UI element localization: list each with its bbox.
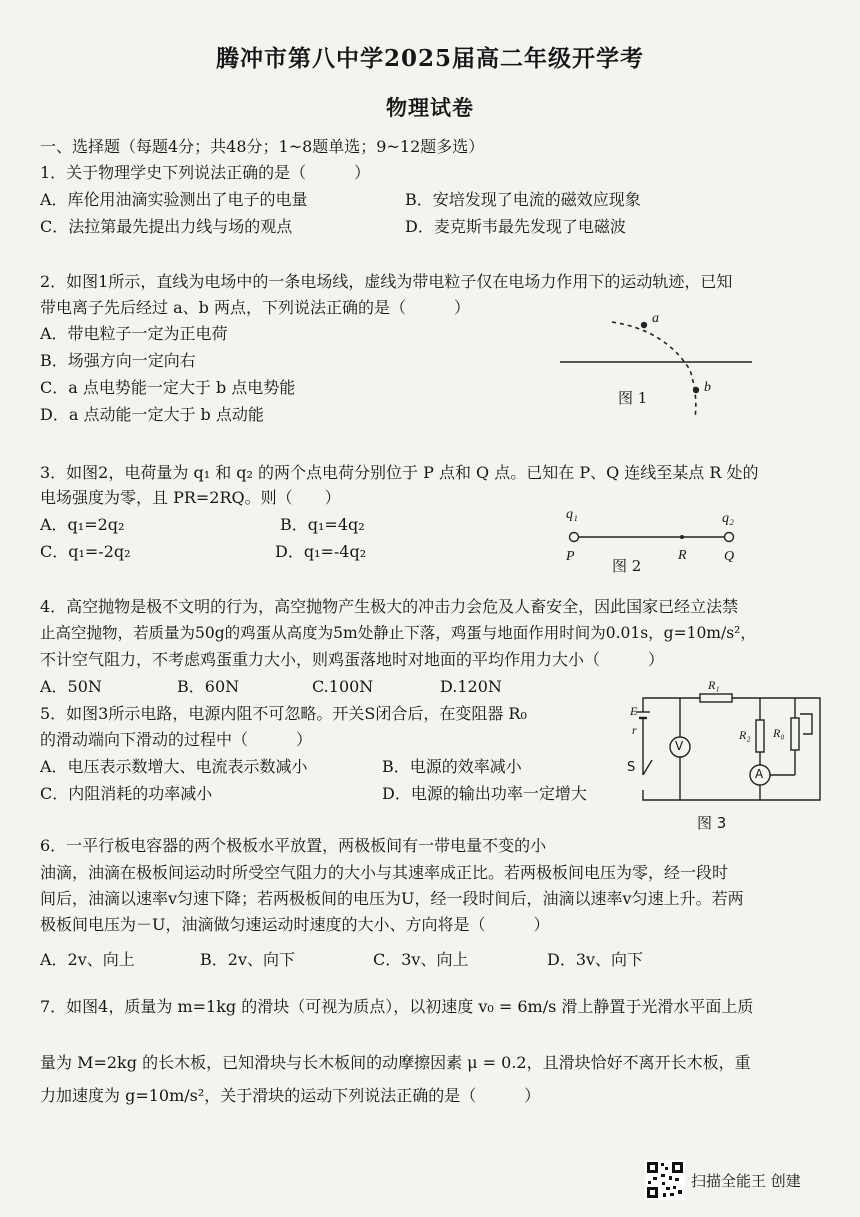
fig3-label-r0: R₀: [773, 726, 785, 740]
exam-title: 腾冲市第八中学2025届高二年级开学考: [215, 45, 644, 72]
fig3-ammeter-label: A: [755, 767, 764, 781]
section-heading: 一、选择题（每题4分；共48分；1~8题单选；9~12题多选）: [40, 137, 485, 156]
q4-option-d: D.120N: [440, 677, 502, 696]
q3-stem-1: 3．如图2，电荷量为 q₁ 和 q₂ 的两个点电荷分别位于 P 点和 Q 点。已知在 P、Q 连线至某点 R 处的: [40, 463, 759, 482]
q1-option-d: D．麦克斯韦最先发现了电磁波: [405, 217, 626, 236]
exam-subtitle: 物理试卷: [386, 95, 474, 120]
fig3-label-r: r: [632, 723, 637, 737]
fig3-voltmeter-label: V: [675, 739, 684, 753]
scanner-watermark: 扫描全能王 创建: [691, 1172, 801, 1190]
q6-option-c: C．3v、向上: [373, 950, 469, 969]
fig1-point-a: a: [652, 311, 659, 326]
fig2-q1-label: q₁: [566, 507, 578, 522]
fig2-q2-label: q₂: [722, 511, 734, 526]
fig2-point-r: R: [678, 548, 687, 563]
q4-option-b: B．60N: [177, 677, 240, 696]
q1-option-a: A．库伦用油滴实验测出了电子的电量: [40, 190, 308, 209]
q7-stem-1: 7．如图4，质量为 m=1kg 的滑块（可视为质点），以初速度 v₀ = 6m/s 滑上静置于光滑水平面上质: [40, 997, 754, 1016]
fig2-point-q: Q: [724, 549, 735, 564]
fig2-point-p: P: [566, 549, 575, 564]
fig3-label-r1: R₁: [708, 678, 720, 692]
q2-stem-1: 2．如图1所示，直线为电场中的一条电场线，虚线为带电粒子仅在电场力作用下的运动轨迹，已知: [40, 272, 733, 291]
q3-option-b: B．q₁=4q₂: [280, 515, 365, 534]
q2-option-d: D．a 点动能一定大于 b 点动能: [40, 405, 264, 424]
q3-option-c: C．q₁=-2q₂: [40, 542, 131, 561]
q4-option-a: A．50N: [40, 677, 102, 696]
q5-option-b: B．电源的效率减小: [382, 757, 522, 776]
q2-option-b: B．场强方向一定向右: [40, 351, 196, 370]
q7-stem-3: 力加速度为 g=10m/s²，关于滑块的运动下列说法正确的是（ ）: [40, 1086, 541, 1105]
q4-option-c: C.100N: [312, 677, 374, 696]
fig1-caption: 图 1: [618, 389, 648, 407]
fig3-caption: 图 3: [697, 814, 727, 832]
q2-stem-2: 带电离子先后经过 a、b 两点，下列说法正确的是（ ）: [40, 298, 470, 317]
fig2-caption: 图 2: [612, 557, 642, 575]
q7-stem-2: 量为 M=2kg 的长木板，已知滑块与长木板间的动摩擦因素 μ = 0.2，且滑块恰好不离开长木板，重: [40, 1053, 751, 1072]
q6-stem-1: 6．一平行板电容器的两个极板水平放置，两极板间有一带电量不变的小: [40, 836, 547, 855]
q5-option-c: C．内阻消耗的功率减小: [40, 784, 213, 803]
q6-stem-4: 极板间电压为－U，油滴做匀速运动时速度的大小、方向将是（ ）: [40, 915, 550, 934]
q6-option-d: D．3v、向下: [547, 950, 644, 969]
q6-option-a: A．2v、向上: [40, 950, 135, 969]
q6-option-b: B．2v、向下: [200, 950, 295, 969]
qr-code-icon: [645, 1160, 685, 1200]
q3-option-d: D．q₁=-4q₂: [275, 542, 367, 561]
q5-option-d: D．电源的输出功率一定增大: [382, 784, 587, 803]
fig1-point-b: b: [704, 380, 711, 395]
fig3-label-e: E: [630, 704, 638, 718]
q1-option-b: B．安培发现了电流的磁效应现象: [405, 190, 641, 209]
q2-option-a: A．带电粒子一定为正电荷: [40, 324, 228, 343]
q4-stem-2: 止高空抛物，若质量为50g的鸡蛋从高度为5m处静止下落，鸡蛋与地面作用时间为0.01s，g=10m/s²，: [40, 624, 756, 642]
q2-option-c: C．a 点电势能一定大于 b 点电势能: [40, 378, 296, 397]
q1-stem: 1．关于物理学史下列说法正确的是（ ）: [40, 163, 371, 182]
q6-stem-3: 间后，油滴以速率v匀速下降；若两极板间的电压为U，经一段时间后，油滴以速率v匀速上升。若两: [40, 889, 744, 908]
q3-stem-2: 电场强度为零，且 PR=2RQ。则（ ）: [40, 488, 341, 507]
fig3-label-r2: R₂: [739, 728, 751, 742]
q6-stem-2: 油滴，油滴在极板间运动时所受空气阻力的大小与其速率成正比。若两极板间电压为零，经一段时: [40, 863, 729, 882]
q4-stem-1: 4．高空抛物是极不文明的行为，高空抛物产生极大的冲击力会危及人畜安全，因此国家已经立法禁: [40, 597, 739, 616]
fig3-label-s: S: [627, 760, 636, 775]
q4-stem-3: 不计空气阻力，不考虑鸡蛋重力大小，则鸡蛋落地时对地面的平均作用力大小（ ）: [40, 650, 665, 669]
q5-stem-1: 5．如图3所示电路，电源内阻不可忽略。开关S闭合后，在变阻器 R₀: [40, 704, 527, 723]
q3-option-a: A．q₁=2q₂: [40, 515, 125, 534]
q1-option-c: C．法拉第最先提出力线与场的观点: [40, 217, 293, 236]
q5-stem-2: 的滑动端向下滑动的过程中（ ）: [40, 730, 313, 749]
q5-option-a: A．电压表示数增大、电流表示数减小: [40, 757, 308, 776]
